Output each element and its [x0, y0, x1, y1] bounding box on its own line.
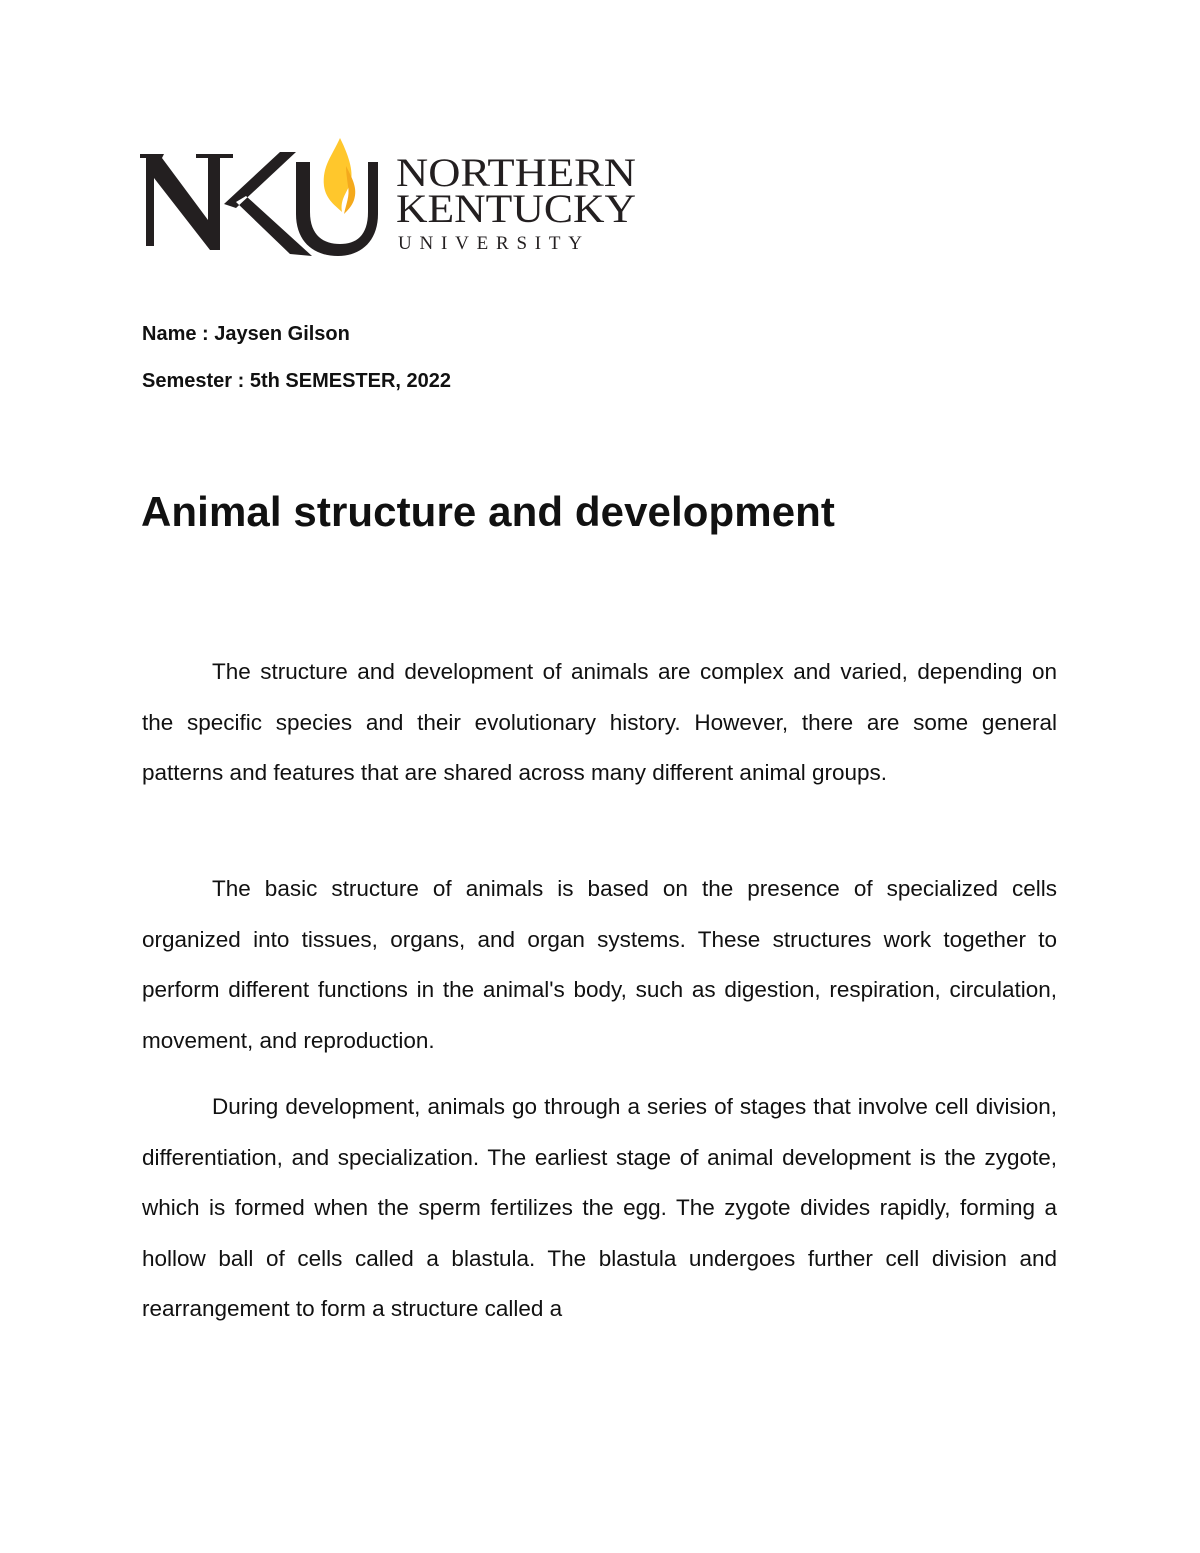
body-paragraph-1: The structure and development of animals are complex and varied, depending on the specific species and their evolutionary history. However, there are some general patterns and features that are shared across many different animal groups. — [142, 659, 1057, 785]
logo-line-northern: NORTHERN — [396, 150, 636, 195]
nku-logo — [140, 138, 640, 262]
student-semester: Semester : 5th SEMESTER, 2022 — [142, 370, 452, 392]
body-paragraph-2: The basic structure of animals is based on the presence of specialized cells organized into tissues, organs, and organ systems. These structures work together to perform different functions in the animal's body, such as digestion, respiration, circulation, movement, and reproduction. — [142, 876, 1057, 1053]
logo-line-kentucky: KENTUCKY — [396, 186, 636, 231]
document-title: Animal structure and development — [141, 488, 836, 535]
logo-line-university: UNIVERSITY — [398, 233, 582, 254]
logo-letter-n — [140, 154, 233, 250]
nku-logo-graphic — [140, 138, 640, 262]
body-paragraph-3: During development, animals go through a series of stages that involve cell division, differentiation, and specialization. The earliest stage of animal development is the zygote, which is formed when the sperm fertilizes the egg. The zygote divides rapidly, forming a hollow ball of cells called a blastula. The blastula undergoes further cell division and rearrangement to form a structure called a — [142, 1094, 1057, 1321]
student-name: Name : Jaysen Gilson — [142, 323, 350, 345]
